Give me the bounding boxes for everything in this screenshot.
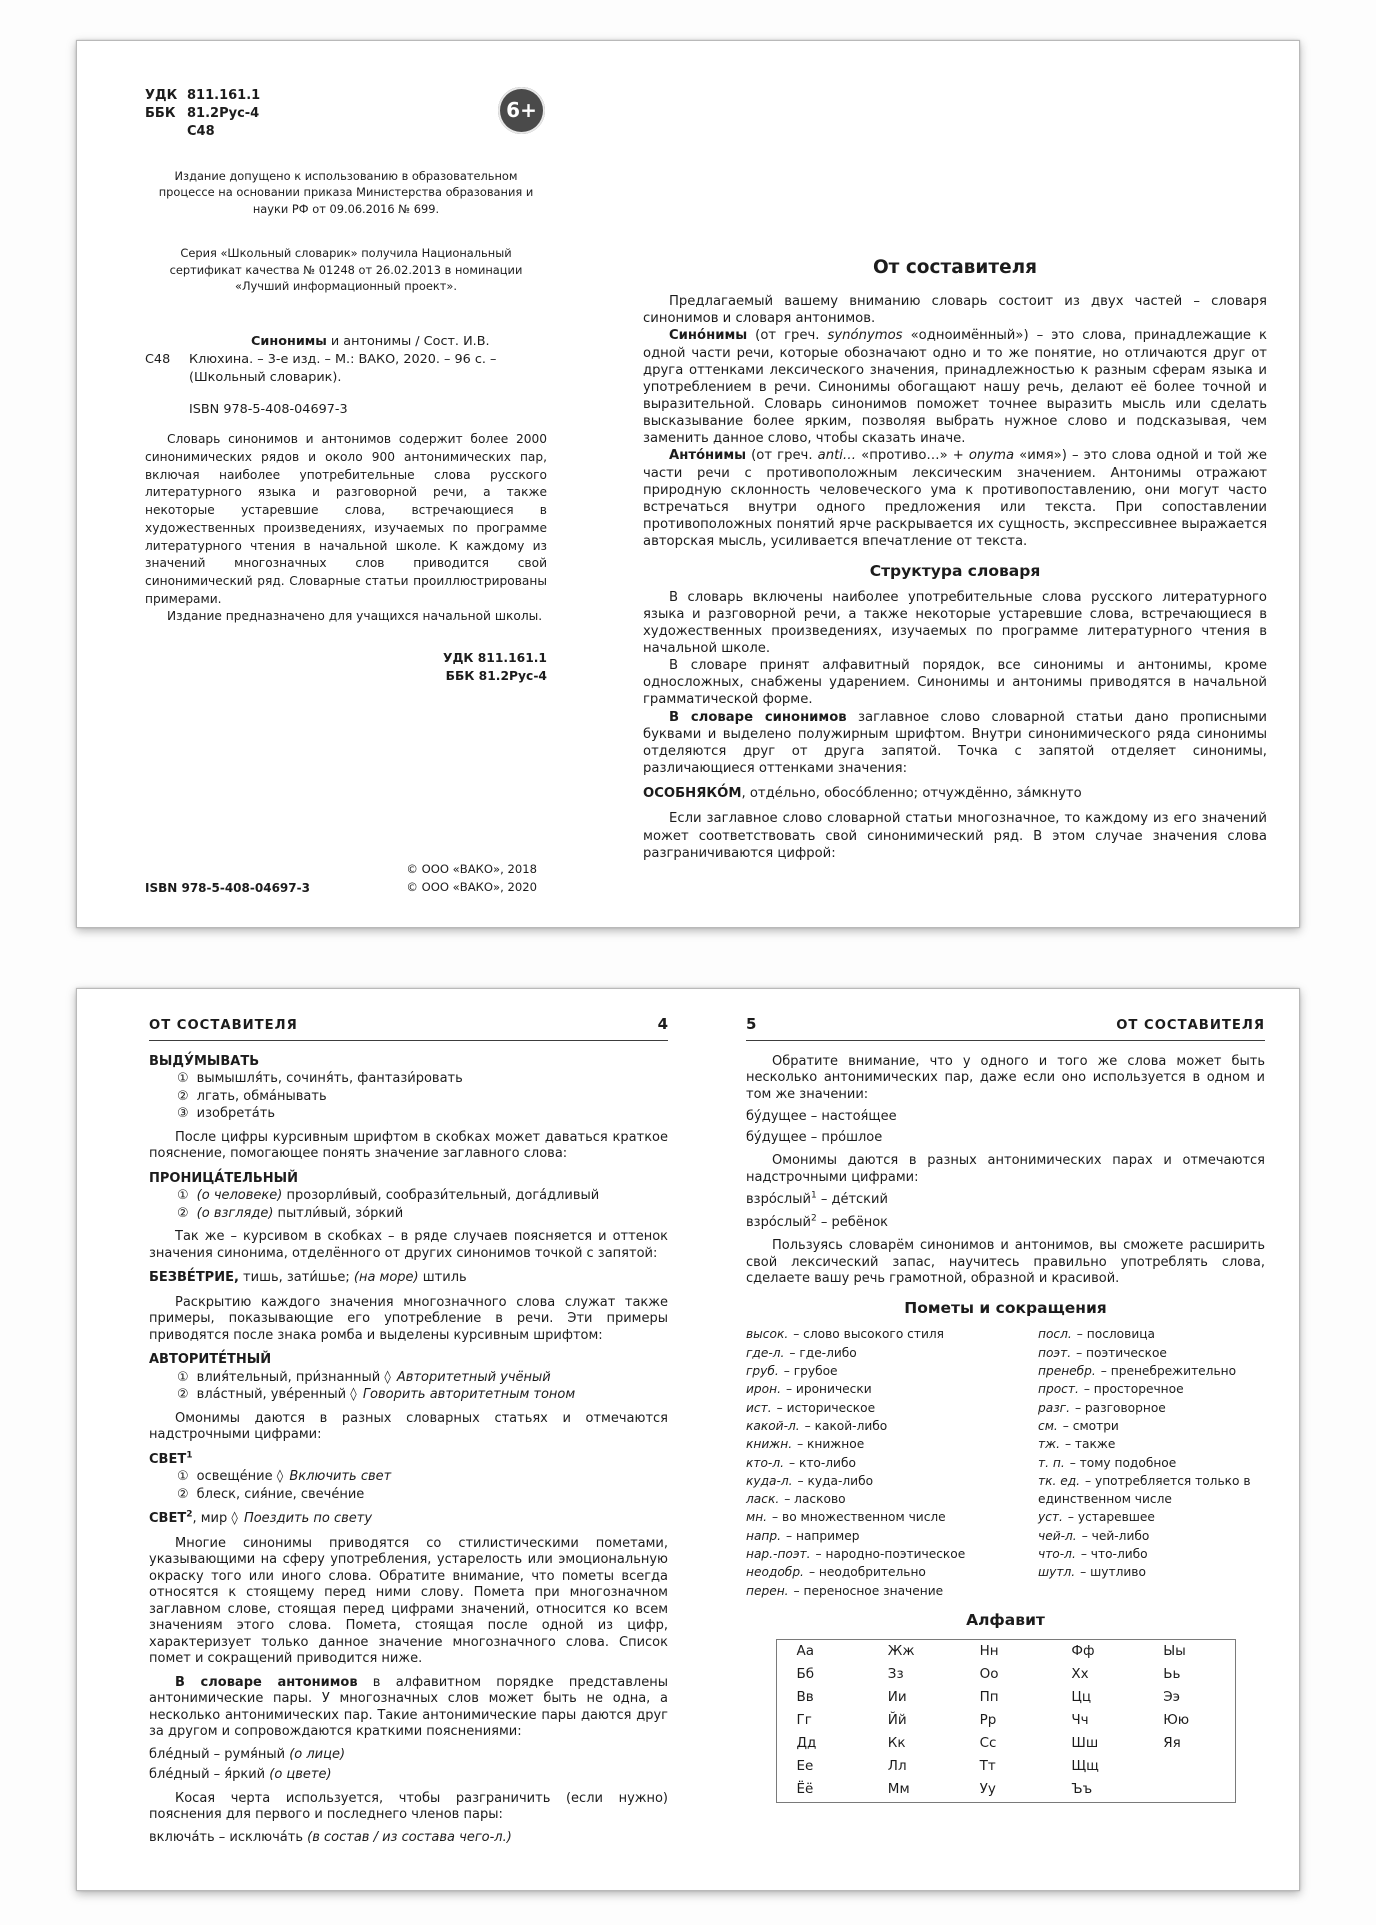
entry-synonym-line <box>177 1089 668 1106</box>
alphabet-table <box>776 1639 1236 1803</box>
mark-item <box>746 1490 1024 1508</box>
mark-item <box>1038 1325 1265 1343</box>
entry-text: тишь, зати́шье; <box>238 1270 354 1286</box>
entry-synonym-line <box>177 1387 668 1404</box>
alphabet-cell: Гг <box>796 1711 812 1728</box>
entry-headword <box>149 1054 668 1071</box>
mark-item <box>1038 1563 1265 1581</box>
alphabet-row <box>776 1686 1235 1709</box>
bbk-line <box>145 105 260 123</box>
mark-abbr: ист. <box>746 1400 772 1415</box>
mark-abbr: шутл. <box>1038 1565 1076 1580</box>
circled-number: ① <box>177 1071 189 1087</box>
page-5-header <box>746 1015 1265 1041</box>
alphabet-cell: Ъъ <box>1071 1781 1093 1798</box>
mark-item <box>1038 1508 1265 1526</box>
mark-item <box>746 1380 1024 1398</box>
circled-number: ① <box>177 1369 189 1385</box>
mark-definition: – смотри <box>1062 1418 1119 1433</box>
mark-item <box>1038 1472 1265 1509</box>
circled-number: ② <box>177 1387 189 1403</box>
alphabet-cell: Юю <box>1163 1711 1190 1728</box>
mark-definition: – ласково <box>784 1492 846 1507</box>
compiler-paragraph: Предлагаемый вашему вниманию словарь состоит из двух частей – словаря синонимов и словаря антонимов. <box>643 294 1267 327</box>
alphabet-row <box>776 1778 1235 1802</box>
mark-definition: – иронически <box>785 1382 872 1397</box>
page-number: 4 <box>657 1015 668 1033</box>
entry-synonym-line <box>177 1469 668 1486</box>
alphabet-cell: Лл <box>887 1758 907 1775</box>
entry-synonym-line <box>177 1206 668 1223</box>
mark-definition: – книжное <box>797 1437 865 1452</box>
pair-text: взро́слый <box>746 1214 811 1230</box>
structure-section-title: Структура словаря <box>869 562 1041 581</box>
explanatory-paragraph: Так же – курсивом в скобках – в ряде случаев поясняется и оттенок значения синонима, отделённого от других синонимов точкой с запятой: <box>149 1229 668 1261</box>
mark-definition: – народно-поэтическое <box>815 1547 966 1561</box>
alphabet-row <box>776 1709 1235 1732</box>
mark-abbr: неодобр. <box>746 1565 804 1580</box>
page-number: 5 <box>746 1015 757 1033</box>
alphabet-cell: Вв <box>796 1688 814 1705</box>
alphabet-cell: Чч <box>1071 1711 1089 1728</box>
mark-definition: – чей-либо <box>1081 1528 1150 1543</box>
antonym-pair <box>149 1767 668 1784</box>
mark-item <box>1038 1545 1265 1563</box>
circled-number: ② <box>177 1205 189 1221</box>
pair-text: бу́дущее – про́шлое <box>746 1129 883 1145</box>
diamond-icon: ◊ <box>350 1387 361 1403</box>
mark-item <box>1038 1380 1265 1398</box>
alphabet-cell: Мм <box>887 1781 910 1798</box>
dictionary-entry-example <box>149 1270 668 1287</box>
entry-example: Поездить по свету <box>243 1511 373 1527</box>
mark-definition: – например <box>786 1528 860 1543</box>
mark-abbr: прост. <box>1038 1382 1079 1397</box>
copyright-block <box>406 861 547 897</box>
mark-item <box>1038 1435 1265 1453</box>
alphabet-cell <box>1143 1755 1235 1778</box>
homonym-superscript: 2 <box>810 1213 817 1224</box>
alphabet-cell: Оо <box>979 1665 999 1682</box>
diamond-icon: ◊ <box>231 1511 242 1527</box>
mark-definition: – просторечное <box>1083 1382 1184 1397</box>
compiler-paragraph: В словарь включены наиболее употребительные слова русского литературного языка и разговорной речи, а также некоторые устаревшие слова, встречающиеся в художественных произведениях, изучаемых по программе литературного чтения в начальной школе. <box>643 589 1267 656</box>
pair-text: бле́дный – я́ркий <box>149 1767 270 1783</box>
mark-item <box>746 1325 1024 1343</box>
mark-abbr: уст. <box>1038 1510 1063 1525</box>
circled-number: ② <box>177 1088 189 1104</box>
headword-text: ПРОНИЦА́ТЕЛЬНЫЙ <box>149 1170 299 1186</box>
mark-item <box>746 1362 1024 1380</box>
alphabet-cell: Яя <box>1163 1735 1181 1752</box>
mark-definition: – куда-либо <box>797 1473 874 1488</box>
mark-abbr: напр. <box>746 1528 782 1543</box>
permission-note: Издание допущено к использованию в образовательном процессе на основании приказа Министерства образования и науки РФ от 09.06.2016 № 699. <box>158 168 534 216</box>
mark-definition: – тому подобное <box>1069 1455 1177 1470</box>
mark-abbr: книжн. <box>746 1437 793 1452</box>
alphabet-cell: Ёё <box>796 1781 814 1798</box>
entry-text: лгать, обма́нывать <box>196 1088 327 1104</box>
alphabet-cell: Рр <box>979 1711 997 1728</box>
bib-text <box>189 333 547 387</box>
lead-bold: В словаре антонимов <box>175 1674 358 1690</box>
alphabet-cell: Тт <box>979 1758 996 1775</box>
mark-item <box>746 1454 1024 1472</box>
explanatory-paragraph: Раскрытию каждого значения многозначного слова служат также примеры, показывающие его употребление в речи. Эти примеры приводятся после знака ромба и выделены курсивным шрифтом: <box>149 1294 668 1343</box>
udk-right-line: УДК 811.161.1 <box>442 650 547 665</box>
alphabet-cell: Зз <box>887 1665 904 1682</box>
entry-text: штиль <box>418 1270 467 1286</box>
udk-row <box>145 87 547 142</box>
explanatory-paragraph: Косая черта используется, чтобы разграничить (если нужно) пояснения для первого и последнего членов пары: <box>149 1790 668 1823</box>
homonym-pair <box>746 1192 1265 1209</box>
page-4-header <box>149 1015 668 1041</box>
alphabet-cell: Ээ <box>1163 1688 1181 1705</box>
entry-text: влия́тельный, при́знанный <box>196 1369 385 1385</box>
antonym-pair-list <box>149 1747 668 1784</box>
entry-note: (на море) <box>353 1270 419 1286</box>
mark-definition: – пословица <box>1076 1327 1156 1342</box>
bib-code: С48 <box>145 351 171 367</box>
antonym-pair <box>746 1130 1265 1147</box>
lead-bold: В словаре синонимов <box>669 709 847 725</box>
pair-text: – ребёнок <box>816 1214 889 1230</box>
alphabet-rows <box>776 1639 1235 1802</box>
alphabet-cell: Ьь <box>1163 1665 1181 1682</box>
mark-abbr: груб. <box>746 1364 779 1379</box>
headword-text: АВТОРИТЕ́ТНЫЙ <box>149 1352 272 1368</box>
udk-block <box>145 87 260 142</box>
mark-abbr: чей-л. <box>1038 1528 1077 1543</box>
mark-definition: – пренебрежительно <box>1100 1364 1237 1379</box>
age-rating-badge: 6+ <box>498 87 545 134</box>
mark-item <box>1038 1399 1265 1417</box>
alphabet-cell: Дд <box>796 1735 817 1752</box>
entry-headword: ОСОБНЯКО́М <box>643 786 742 802</box>
compiler-paragraph: Если заглавное слово словарной статьи многозначное, то каждому из его значений может соответствовать свой синонимический ряд. В этом случае значения слова разграничиваются цифрой: <box>643 811 1267 861</box>
greek-term: synónymos <box>827 328 903 344</box>
antonym-pair <box>149 1830 668 1847</box>
text-run: «одноимённый») – это слова, принадлежащие к одной части речи, которые обозначают одно и то же понятие, но отличаются друг от друга оттенками лексического значения, принадлежностью к разным сферам языка и употреблением в речи. Синонимы обогащают нашу речь, делают её более точной и выразительной. Словарь синонимов поможет точнее выразить мысль или сделать высказывание более ярким, позволяя выбрать нужное слово и подсказывая, чем заменить данное слово, чтобы сказать иначе. <box>643 328 1267 447</box>
mark-definition: – историческое <box>776 1400 876 1415</box>
compiler-paragraph: В словаре принят алфавитный порядок, все синонимы и антонимы, кроме односложных, снабжены ударением. Синонимы и антонимы приводятся в начальной грамматической форме. <box>643 658 1267 708</box>
pair-note: (о лице) <box>289 1746 346 1762</box>
mark-definition: – кто-либо <box>788 1455 856 1470</box>
headword-text <box>149 1511 192 1526</box>
mark-item <box>746 1417 1024 1435</box>
synonym-dictionary-note <box>643 709 1267 778</box>
entry-lines <box>149 1370 668 1404</box>
explanatory-paragraph: После цифры курсивным шрифтом в скобках может даваться краткое пояснение, помогающее понять значение заглавного слова: <box>149 1129 668 1162</box>
udk-right-block <box>145 650 547 686</box>
pair-text: включа́ть – исключа́ть <box>149 1829 308 1845</box>
closing-paragraph: Пользуясь словарём синонимов и антонимов, вы сможете расширить свой лексический запас, научитесь правильно употреблять слова, сделаете вашу речь грамотной, образной и красивой. <box>746 1238 1265 1287</box>
marks-column-left <box>746 1325 1024 1599</box>
mark-abbr: кто-л. <box>746 1455 784 1470</box>
entry-text: , мир <box>192 1511 232 1527</box>
entry-text: пытли́вый, зо́ркий <box>277 1205 404 1221</box>
dictionary-entry-example <box>149 1511 668 1528</box>
alphabet-cell: Ее <box>796 1758 814 1775</box>
mark-item <box>1038 1454 1265 1472</box>
pair-text: бу́дущее – настоя́щее <box>746 1109 897 1125</box>
mark-definition: – устаревшее <box>1067 1510 1155 1525</box>
entry-synonym-line <box>177 1188 668 1205</box>
content-spread <box>76 988 1300 1891</box>
entry-text: вла́стный, уве́ренный <box>196 1387 351 1403</box>
mark-abbr: тк. ед. <box>1038 1473 1081 1488</box>
pair-text: – де́тский <box>816 1192 888 1208</box>
alphabet-cell: Цц <box>1071 1688 1092 1705</box>
text-run: (от греч. <box>747 328 828 344</box>
mark-abbr: разг. <box>1038 1400 1070 1415</box>
mark-definition: – слово высокого стиля <box>793 1327 944 1342</box>
mark-definition: – что-либо <box>1080 1547 1148 1561</box>
synonyms-definition <box>643 327 1267 447</box>
entry-synonym-line <box>177 1487 668 1504</box>
entry-headword <box>149 1452 668 1469</box>
explanatory-paragraph: Омонимы даются в разных словарных статьях и отмечаются надстрочными цифрами: <box>149 1410 668 1443</box>
explanatory-paragraph: Многие синонимы приводятся со стилистическими пометами, указывающими на сферу употребления, устарелость или эмоциональную окраску того или иного слова. Обратите внимание, что пометы всегда относятся к стоящему перед ними слову. Помета при многозначном заглавном слове, стоящая перед цифрами значений, относится ко всем значениям этого слова. Помета, стоящая после одной из цифр, характеризует только данное значение многозначного слова. Список помет и сокращений приводится ниже. <box>149 1535 668 1667</box>
mark-item <box>746 1344 1024 1362</box>
mark-item <box>746 1399 1024 1417</box>
mark-abbr: перен. <box>746 1583 789 1598</box>
headword-text <box>149 1452 192 1467</box>
mark-definition: – грубое <box>783 1364 838 1379</box>
alphabet-cell: Хх <box>1071 1665 1089 1682</box>
dictionary-entry-example <box>643 785 1267 802</box>
antonym-dictionary-note <box>149 1675 668 1741</box>
alphabet-cell: Фф <box>1071 1642 1095 1659</box>
alphabet-cell: Сс <box>979 1735 997 1752</box>
mark-abbr: ласк. <box>746 1492 780 1507</box>
marks-section-title: Пометы и сокращения <box>904 1298 1107 1317</box>
entry-headword <box>149 1352 668 1369</box>
entry-text: вымышля́ть, сочиня́ть, фантази́ровать <box>196 1071 463 1087</box>
mark-abbr: что-л. <box>1038 1547 1076 1561</box>
mark-item <box>746 1508 1024 1526</box>
mark-definition: – какой-либо <box>804 1418 888 1433</box>
entry-synonym-line <box>177 1071 668 1088</box>
entry-headword <box>149 1171 668 1188</box>
mark-abbr: тж. <box>1038 1437 1060 1452</box>
bbk-right-line: ББК 81.2Рус-4 <box>445 668 547 683</box>
mark-definition: – употребляется только в единственном числе <box>1038 1473 1251 1507</box>
mark-abbr: поэт. <box>1038 1345 1072 1360</box>
mark-item <box>1038 1527 1265 1545</box>
explanatory-paragraph: Обратите внимание, что у одного и того же слова может быть несколько антонимических пар, даже если оно используется в одном и том же значении: <box>746 1053 1265 1102</box>
greek-term: anti… <box>817 448 857 464</box>
book-code-line <box>145 123 260 141</box>
pair-note: (о цвете) <box>269 1767 332 1783</box>
headword-word: СВЕТ <box>149 1451 187 1467</box>
circled-number: ① <box>177 1188 189 1204</box>
text-run: «противо…» + <box>856 448 969 464</box>
homonym-superscript: 2 <box>186 1509 193 1520</box>
mark-definition: – поэтическое <box>1076 1345 1167 1360</box>
udk-value: 811.161.1 <box>187 88 261 103</box>
mark-definition: – во множественном числе <box>772 1510 946 1525</box>
entry-lines <box>149 1071 668 1123</box>
entry-synonym-line <box>177 1106 668 1123</box>
marks-column-right <box>1038 1325 1265 1599</box>
running-title: ОТ СОСТАВИТЕЛЯ <box>1116 1018 1265 1033</box>
udk-label: УДК <box>145 88 178 103</box>
mark-item <box>746 1435 1024 1453</box>
pair-text: бле́дный – румя́ный <box>149 1746 290 1762</box>
mark-item <box>746 1472 1024 1490</box>
isbn-bottom: ISBN 978-5-408-04697-3 <box>145 880 310 895</box>
text-run: «имя») – это слова одной и той же части речи с противоположным лексическим значением. Антонимы отражают природную склонность человеческого ума к противопоставлению, они могут часто встречаться внутри одного предложения или текста. При сопоставлении противоположных понятий ярче раскрывается их сущность, экспрессивнее выражается авторская мысль, усиливается впечатление от текста. <box>643 448 1267 550</box>
bib-rest: и антонимы / Сост. И.В. Клюхина. – 3-е изд. – М.: ВАКО, 2020. – 96 с. – (Школьный словарик). <box>189 333 497 386</box>
compiler-page <box>547 41 1299 927</box>
alphabet-cell: Кк <box>887 1735 906 1752</box>
greek-term: onyma <box>968 448 1015 464</box>
text-run: заглавное слово словарной статьи дано прописными буквами и выделено полужирным шрифтом. Внутри синонимического ряда синонимы отделяются друг от друга запятой. Точка с запятой отделяет синонимы, различающиеся оттенками значения: <box>643 709 1267 777</box>
running-title: ОТ СОСТАВИТЕЛЯ <box>149 1018 298 1033</box>
page-4 <box>77 989 688 1890</box>
imprint-page <box>77 41 547 927</box>
mark-abbr: пренебр. <box>1038 1364 1096 1379</box>
bbk-value: 81.2Рус-4 <box>187 106 260 122</box>
entry-example: Включить свет <box>289 1469 392 1485</box>
antonym-pair <box>149 1747 668 1764</box>
pair-note: (в состав / из состава чего-л.) <box>307 1829 512 1845</box>
text-run: в алфавитном порядке представлены антонимические пары. У многозначных слов может быть не одна, а несколько антонимических пар. Такие антонимические пары даются друг за другом и сопровождаются краткими пояснениями: <box>149 1674 669 1740</box>
alphabet-cell: Шш <box>1071 1735 1099 1752</box>
alphabet-cell: Йй <box>887 1711 907 1728</box>
imprint-bottom-row <box>145 831 547 897</box>
copyright-2020: © ООО «ВАКО», 2020 <box>406 880 537 895</box>
marks-and-abbreviations <box>746 1325 1265 1599</box>
circled-number: ② <box>177 1486 189 1502</box>
antonyms-definition <box>643 447 1267 550</box>
mark-item <box>746 1582 1024 1600</box>
alphabet-row <box>776 1639 1235 1663</box>
series-note: Серия «Школьный словарик» получила Национальный сертификат качества № 01248 от 26.02.2013 в номинации «Лучший информационный проект». <box>169 246 523 294</box>
homonym-superscript: 1 <box>810 1190 817 1201</box>
scanned-book-pages <box>0 40 1376 1891</box>
text-run: (от греч. <box>746 448 818 464</box>
annotation-audience: Издание предназначено для учащихся начальной школы. <box>167 609 543 624</box>
mark-definition: – неодобрительно <box>808 1565 926 1580</box>
mark-definition: – переносное значение <box>793 1583 944 1598</box>
term-antonyms: Анто́нимы <box>669 448 747 464</box>
alphabet-row <box>776 1755 1235 1778</box>
mark-item <box>1038 1344 1265 1362</box>
pair-text: взро́слый <box>746 1192 811 1208</box>
diamond-icon: ◊ <box>384 1369 395 1385</box>
mark-item <box>746 1527 1024 1545</box>
book-code: С48 <box>187 124 215 140</box>
circled-number: ③ <box>177 1106 189 1122</box>
bbk-label: ББК <box>145 106 176 122</box>
mark-abbr: мн. <box>746 1510 768 1525</box>
compiler-title: От составителя <box>872 257 1038 278</box>
circled-number: ① <box>177 1469 189 1485</box>
mark-abbr: нар.-поэт. <box>746 1547 811 1561</box>
diamond-icon: ◊ <box>276 1469 288 1485</box>
entry-text: освеще́ние <box>196 1469 277 1485</box>
mark-abbr: т. п. <box>1038 1455 1065 1470</box>
mark-abbr: где-л. <box>746 1345 785 1360</box>
entry-text: прозорли́вый, сообрази́тельный, дога́дливый <box>286 1188 600 1204</box>
title-spread <box>76 40 1300 928</box>
entry-example: Авторитетный учёный <box>396 1369 551 1385</box>
headword-text: БЕЗВЕ́ТРИЕ, <box>149 1270 239 1286</box>
antonym-pair-list <box>746 1109 1265 1146</box>
entry-lines <box>149 1469 668 1503</box>
antonym-pair <box>746 1109 1265 1126</box>
mark-abbr: ирон. <box>746 1382 781 1397</box>
entry-example: Говорить авторитетным тоном <box>362 1387 576 1403</box>
mark-abbr: высок. <box>746 1327 789 1342</box>
mark-abbr: куда-л. <box>746 1473 793 1488</box>
alphabet-section-title: Алфавит <box>966 1610 1045 1629</box>
alphabet-cell: Аа <box>796 1642 815 1659</box>
mark-item <box>746 1545 1024 1563</box>
mark-definition: – шутливо <box>1080 1565 1146 1580</box>
alphabet-cell: Жж <box>887 1642 915 1659</box>
mark-abbr: какой-л. <box>746 1418 800 1433</box>
mark-definition: – разговорное <box>1074 1400 1166 1415</box>
alphabet-row <box>776 1732 1235 1755</box>
page-5 <box>688 989 1299 1890</box>
copyright-2018: © ООО «ВАКО», 2018 <box>406 862 537 877</box>
annotation: Словарь синонимов и антонимов содержит более 2000 синонимических рядов и около 900 антонимических пар, включая наиболее употребительные слова русского литературного языка и разговорной речи, а также некоторые устаревшие слова, встречающиеся в художественных произведениях, изучаемых по программе литературного чтения в начальной школе. К каждому из значений многозначных слов приводится свой синонимический ряд. Словарные статьи проиллюстрированы примерами. <box>145 432 547 606</box>
explanatory-paragraph: Омонимы даются в разных антонимических парах и отмечаются надстрочными цифрами: <box>746 1153 1265 1185</box>
mark-abbr: см. <box>1038 1418 1058 1433</box>
alphabet-cell: Ии <box>887 1688 907 1705</box>
entry-text: блеск, сия́ние, свече́ние <box>196 1486 365 1502</box>
isbn-line: ISBN 978-5-408-04697-3 <box>189 402 348 418</box>
headword-text: ВЫДУ́МЫВАТЬ <box>149 1053 260 1069</box>
term-synonyms: Сино́нимы <box>669 328 748 344</box>
mark-definition: – также <box>1064 1437 1116 1452</box>
entry-lines <box>149 1188 668 1222</box>
udk-line <box>145 87 260 105</box>
homonym-pair <box>746 1215 1265 1232</box>
homonym-superscript: 1 <box>186 1450 193 1461</box>
alphabet-cell: Уу <box>979 1781 996 1798</box>
headword-word: СВЕТ <box>149 1511 187 1527</box>
bib-title: Синонимы <box>251 333 327 349</box>
mark-item <box>1038 1417 1265 1435</box>
mark-item <box>746 1563 1024 1581</box>
alphabet-cell: Пп <box>979 1688 999 1705</box>
entry-note: (о взгляде) <box>196 1205 278 1221</box>
entry-synonym-line <box>177 1370 668 1387</box>
entry-text: изобрета́ть <box>196 1106 276 1122</box>
entry-note: (о человеке) <box>196 1188 287 1204</box>
alphabet-cell: Нн <box>979 1642 999 1659</box>
mark-definition: – где-либо <box>789 1345 857 1360</box>
bibliographic-entry <box>145 333 547 387</box>
alphabet-cell <box>1143 1778 1235 1802</box>
alphabet-cell: Щщ <box>1071 1758 1099 1775</box>
mark-item <box>1038 1362 1265 1380</box>
entry-synonyms: , отде́льно, обосо́бленно; отчуждённо, за́мкнуто <box>741 786 1082 802</box>
alphabet-cell: Ыы <box>1163 1642 1186 1659</box>
alphabet-cell: Бб <box>796 1665 815 1682</box>
alphabet-row <box>776 1663 1235 1686</box>
mark-abbr: посл. <box>1038 1327 1072 1342</box>
